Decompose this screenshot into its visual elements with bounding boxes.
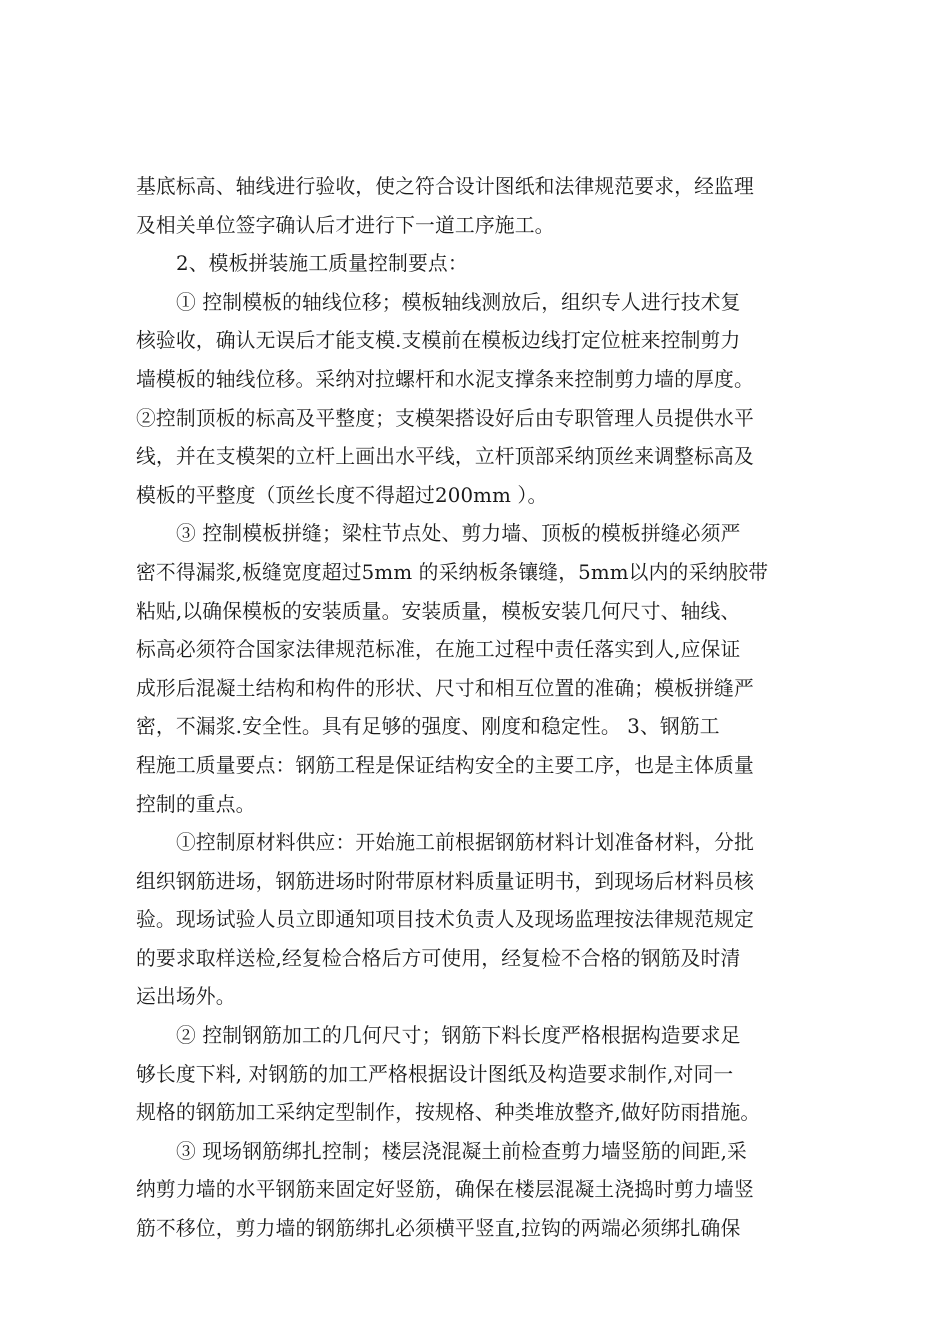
text-line: 墙模板的轴线位移。采纳对拉螺杆和水泥支撑条来控制剪力墙的厚度。 bbox=[136, 367, 754, 391]
text-line: ② 控制钢筋加工的几何尺寸；钢筋下料长度严格根据构造要求足 bbox=[176, 1024, 741, 1048]
text-line: 控制的重点。 bbox=[136, 792, 256, 816]
text-line: 成形后混凝土结构和构件的形状、尺寸和相互位置的准确；模板拼缝严 bbox=[136, 676, 754, 700]
text-line: ①控制原材料供应：开始施工前根据钢筋材料计划准备材料，分批 bbox=[176, 831, 755, 855]
text-line: 的要求取样送检,经复检合格后方可使用，经复检不合格的钢筋及时清 bbox=[136, 946, 741, 970]
text-line: ③ 现场钢筋绑扎控制；楼层浇混凝土前检查剪力墙竖筋的间距,采 bbox=[176, 1139, 747, 1163]
text-line: 模板的平整度（顶丝长度不得超过200mm ）。 bbox=[136, 483, 548, 507]
text-line: ③ 控制模板拼缝；梁柱节点处、剪力墙、顶板的模板拼缝必须严 bbox=[176, 522, 741, 546]
text-line: 筋不移位，剪力墙的钢筋绑扎必须横平竖直,拉钩的两端必须绑扎确保 bbox=[136, 1217, 741, 1241]
text-line: 及相关单位签字确认后才进行下一道工序施工。 bbox=[136, 213, 555, 237]
text-line: 线，并在支模架的立杆上画出水平线，立杆顶部采纳顶丝来调整标高及 bbox=[136, 445, 754, 469]
text-line: 密不得漏浆,板缝宽度超过5mm 的采纳板条镶缝，5mm以内的采纳胶带 bbox=[136, 560, 769, 584]
text-line: 粘贴,以确保模板的安装质量。安装质量，模板安装几何尺寸、轴线、 bbox=[136, 599, 741, 623]
text-line: 标高必须符合国家法律规范标准，在施工过程中责任落实到人,应保证 bbox=[136, 638, 741, 662]
text-line: 程施工质量要点：钢筋工程是保证结构安全的主要工序，也是主体质量 bbox=[136, 753, 754, 777]
text-line: 运出场外。 bbox=[136, 985, 236, 1009]
text-line: 纳剪力墙的水平钢筋来固定好竖筋，确保在楼层混凝土浇捣时剪力墙竖 bbox=[136, 1178, 754, 1202]
text-line: 规格的钢筋加工采纳定型制作，按规格、种类堆放整齐,做好防雨措施。 bbox=[136, 1101, 761, 1125]
text-line: 够长度下料, 对钢筋的加工严格根据设计图纸及构造要求制作,对同一 bbox=[136, 1062, 734, 1086]
document-body bbox=[136, 168, 836, 1249]
text-line: 组织钢筋进场，钢筋进场时附带原材料质量证明书，到现场后材料员核 bbox=[136, 869, 754, 893]
text-line: ① 控制模板的轴线位移；模板轴线测放后，组织专人进行技术复 bbox=[176, 290, 741, 314]
text-line: 验。现场试验人员立即通知项目技术负责人及现场监理按法律规范规定 bbox=[136, 908, 754, 932]
text-line: 2、模板拼装施工质量控制要点： bbox=[176, 252, 468, 276]
text-line: 核验收，确认无误后才能支模.支模前在模板边线打定位桩来控制剪力 bbox=[136, 329, 741, 353]
text-line: ②控制顶板的标高及平整度；支模架搭设好后由专职管理人员提供水平 bbox=[136, 406, 754, 430]
text-line: 密，不漏浆.安全性。具有足够的强度、刚度和稳定性。 3、钢筋工 bbox=[136, 715, 720, 739]
text-line: 基底标高、轴线进行验收，使之符合设计图纸和法律规范要求，经监理 bbox=[136, 175, 754, 198]
